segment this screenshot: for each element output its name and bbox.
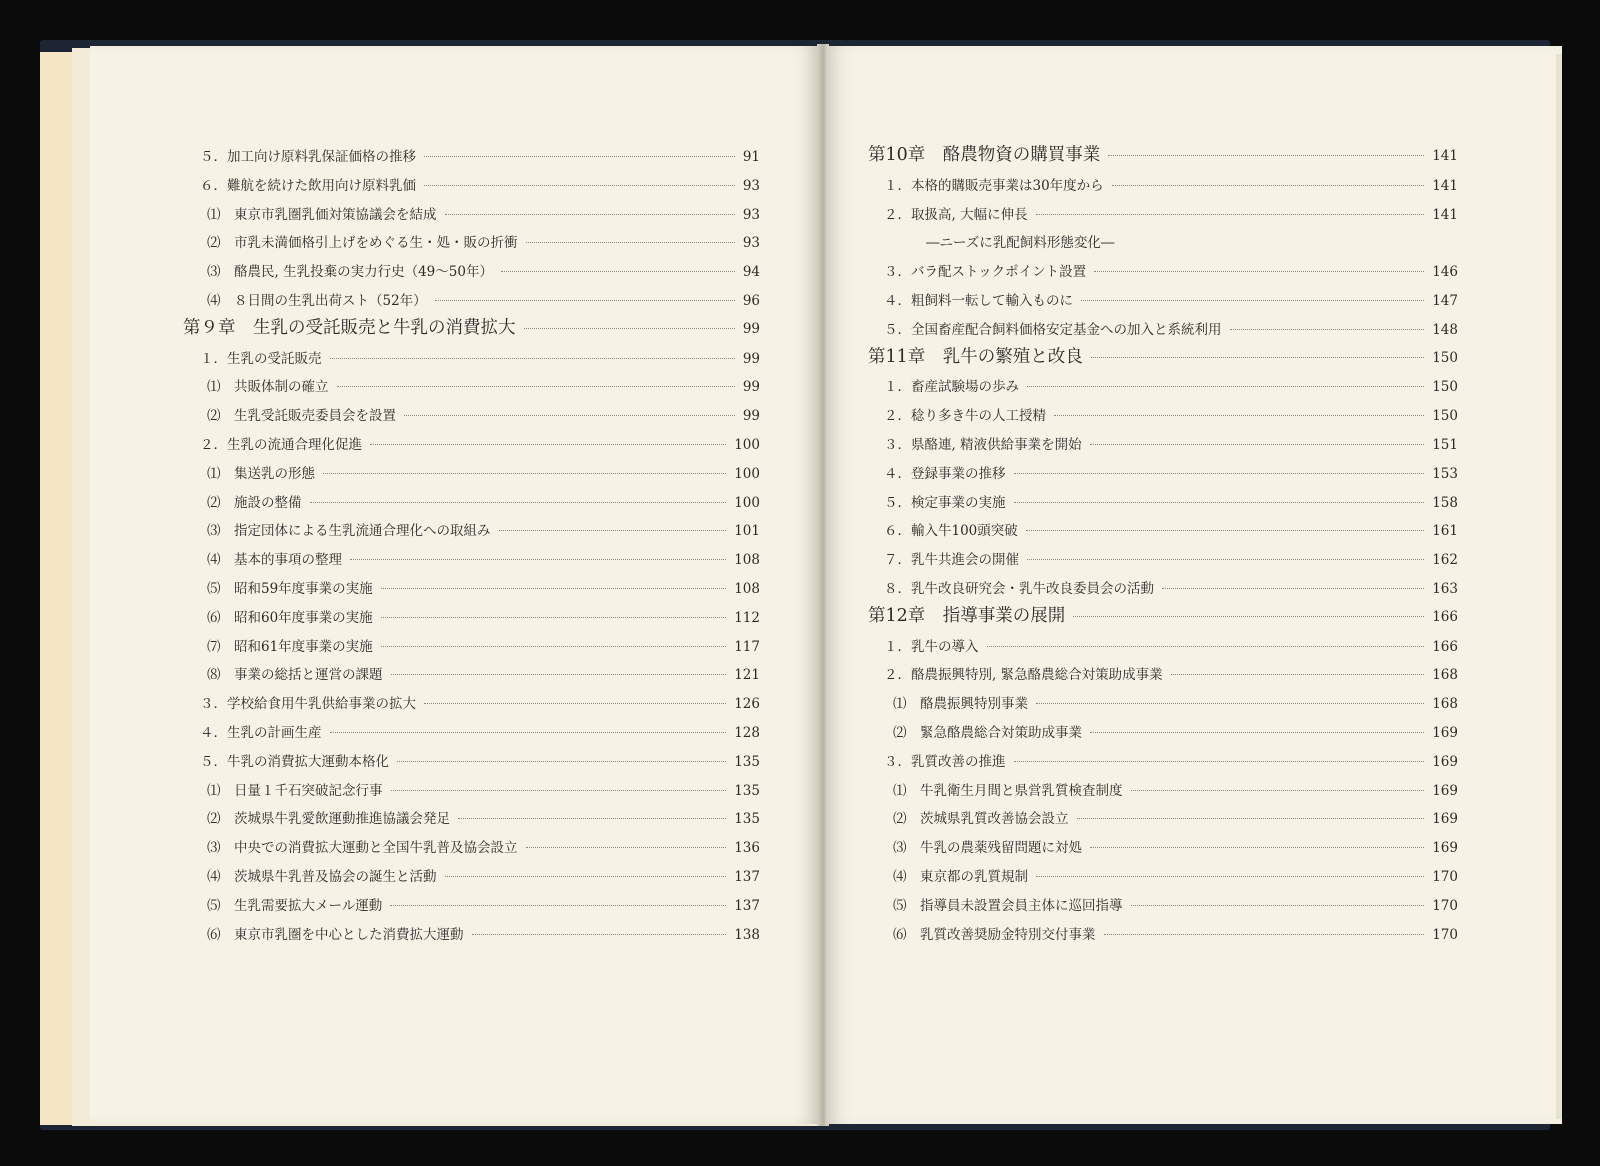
toc-page-number: 135 [734, 753, 760, 770]
toc-leader-dots [381, 617, 727, 618]
toc-entry-label: ⑵ 茨城県牛乳愛飲運動推進協議会発足 [207, 811, 450, 828]
toc-entry [207, 839, 760, 857]
toc-page-number: 99 [742, 379, 760, 396]
toc-leader-dots [1073, 616, 1424, 617]
toc-page-number: 121 [734, 667, 760, 684]
toc-entry [207, 522, 760, 540]
toc-entry-label: ⑶ 指定団体による生乳流通合理化への取組み [207, 523, 491, 540]
toc-entry [868, 348, 1458, 367]
toc-leader-dots [445, 214, 735, 215]
toc-page-number: 93 [742, 206, 760, 223]
toc-entry [893, 897, 1458, 915]
toc-entry [884, 465, 1458, 483]
toc-entry [884, 494, 1458, 512]
toc-entry-label: １．畜産試験場の歩み [884, 379, 1019, 396]
toc-page-number: 166 [1432, 608, 1458, 625]
toc-entry [893, 810, 1458, 828]
toc-entry [868, 146, 1458, 165]
toc-entry-label: ⑵ 施設の整備 [207, 494, 302, 511]
toc-leader-dots [391, 674, 727, 675]
toc-page-number: 151 [1432, 437, 1458, 453]
toc-entry [884, 638, 1458, 656]
toc-page-number: 158 [1432, 494, 1458, 511]
toc-page-number: 153 [1432, 465, 1458, 482]
toc-leader-dots [381, 646, 727, 647]
toc-leader-dots [1131, 905, 1425, 906]
toc-page-number: 138 [734, 926, 760, 943]
toc-entry [893, 839, 1458, 857]
toc-page-number: 136 [734, 840, 760, 857]
toc-page-number: 100 [734, 494, 760, 511]
toc-entry-label: １．生乳の受託販売 [200, 350, 322, 367]
toc-leader-dots [435, 300, 735, 301]
toc-entry [884, 177, 1458, 195]
toc-page-number: 108 [734, 552, 760, 569]
toc-page-number: 166 [1432, 638, 1458, 655]
toc-leader-dots [1027, 386, 1424, 387]
toc-entry-label: ３．学校給食用牛乳供給事業の拡大 [200, 696, 416, 713]
toc-entry-label: ８．乳牛改良研究会・乳牛改良委員会の活動 [884, 581, 1154, 597]
toc-entry [207, 407, 760, 425]
toc-entry [207, 666, 760, 684]
toc-entry [200, 177, 760, 195]
toc-entry [893, 926, 1458, 944]
toc-entry-label: ⑴ 共販体制の確立 [207, 379, 329, 396]
toc-entry [207, 897, 760, 915]
toc-leader-dots [1081, 300, 1424, 301]
toc-entry [207, 810, 760, 828]
toc-entry [884, 407, 1458, 425]
toc-leader-dots [424, 185, 735, 186]
toc-leader-dots [458, 818, 726, 819]
toc-leader-dots [1054, 415, 1424, 416]
toc-leader-dots [1027, 559, 1424, 560]
toc-page-number: 137 [734, 869, 760, 885]
toc-leader-dots [1091, 357, 1424, 358]
toc-entry-label: ⑵ 生乳受託販売委員会を設置 [207, 408, 396, 425]
toc-page-number: 170 [1432, 926, 1458, 943]
toc-page-number: 147 [1432, 293, 1458, 309]
toc-entry [207, 782, 760, 800]
toc-leader-dots [397, 761, 726, 762]
toc-entry [207, 551, 760, 569]
toc-entry [884, 436, 1458, 454]
toc-entry-label: ⑶ 牛乳の農薬残留問題に対処 [893, 840, 1082, 857]
toc-leader-dots [472, 934, 727, 935]
toc-page-number: 117 [734, 638, 760, 655]
toc-page-number: 128 [734, 725, 760, 741]
toc-leader-dots [330, 732, 727, 733]
toc-entry [884, 206, 1458, 224]
toc-page-number: 94 [742, 264, 760, 281]
toc-entry [207, 292, 760, 310]
toc-entry-label: ５．全国畜産配合飼料価格安定基金への加入と系統利用 [884, 321, 1222, 338]
toc-entry-label: ⑷ 基本的事項の整理 [207, 552, 342, 569]
toc-entry [207, 638, 760, 656]
toc-entry [884, 551, 1458, 569]
toc-entry-label: ⑴ 集送乳の形態 [207, 465, 315, 482]
toc-entry-label: ２．酪農振興特別, 緊急酪農総合対策助成事業 [884, 667, 1163, 684]
toc-entry [207, 234, 760, 252]
toc-page-number: 126 [734, 696, 760, 713]
toc-leader-dots [381, 588, 727, 589]
toc-leader-dots [1014, 761, 1425, 762]
toc-leader-dots [524, 328, 735, 329]
toc-leader-dots [370, 444, 726, 445]
toc-page-number: 141 [1432, 148, 1458, 164]
toc-leader-dots [499, 530, 727, 531]
toc-page-number: 150 [1432, 379, 1458, 396]
toc-leader-dots [330, 358, 735, 359]
toc-entry-label: ⑷ 東京都の乳質規制 [893, 869, 1028, 885]
toc-entry [884, 580, 1458, 598]
toc-entry-label: ⑴ 牛乳衛生月間と県営乳質検査制度 [893, 782, 1123, 799]
toc-entry [207, 494, 760, 512]
toc-entry [207, 263, 760, 281]
toc-leader-dots [323, 473, 726, 474]
toc-entry-label: ６．輸入牛100頭突破 [884, 523, 1018, 540]
toc-leader-dots [445, 876, 727, 877]
toc-entry-label: ６．難航を続けた飲用向け原料乳価 [200, 177, 416, 194]
toc-entry [893, 868, 1458, 886]
toc-entry [200, 148, 760, 166]
toc-leader-dots [424, 156, 735, 157]
toc-page-number: 163 [1432, 581, 1458, 597]
toc-entry-label: ３．乳質改善の推進 [884, 753, 1006, 770]
toc-entry-label: ⑸ 生乳需要拡大メール運動 [207, 897, 383, 914]
toc-entry-label: ⑵ 茨城県乳質改善協会設立 [893, 811, 1069, 828]
toc-page-number: 169 [1432, 840, 1458, 857]
toc-leader-dots [1036, 214, 1425, 215]
toc-page-number: 101 [734, 523, 760, 540]
toc-entry [200, 724, 760, 742]
left-page [90, 46, 820, 1124]
toc-entry-label: ⑵ 市乳未満価格引上げをめぐる生・処・販の折衝 [207, 235, 518, 252]
toc-page-number: 135 [734, 811, 760, 828]
toc-entry-label: ⑶ 中央での消費拡大運動と全国牛乳普及協会設立 [207, 840, 518, 857]
toc-entry [207, 580, 760, 598]
toc-page-number: 99 [742, 350, 760, 367]
toc-page-number: 91 [742, 149, 760, 165]
toc-page-number: 169 [1432, 753, 1458, 770]
toc-entry-label: ⑸ 指導員未設置会員主体に巡回指導 [893, 897, 1123, 914]
toc-leader-dots [391, 790, 727, 791]
toc-entry [884, 522, 1458, 540]
toc-page-number: 150 [1432, 408, 1458, 425]
toc-page-number: 162 [1432, 552, 1458, 569]
toc-entry-label: ３．バラ配ストックポイント設置 [884, 264, 1087, 281]
toc-entry [893, 695, 1458, 713]
toc-page-number: 141 [1432, 206, 1458, 223]
toc-leader-dots [526, 242, 735, 243]
toc-page-number: 93 [742, 235, 760, 252]
toc-leader-dots [1112, 185, 1425, 186]
toc-entry [207, 609, 760, 627]
toc-entry-label: ⑹ 乳質改善奨励金特別交付事業 [893, 926, 1096, 943]
toc-page-number: 169 [1432, 782, 1458, 799]
right-page-edge [1556, 54, 1562, 1119]
toc-leader-dots [1090, 444, 1425, 445]
toc-leader-dots [404, 415, 735, 416]
toc-entry-label: ３．県酪連, 精液供給事業を開始 [884, 437, 1082, 453]
toc-page-number: 168 [1432, 696, 1458, 713]
toc-entry [884, 753, 1458, 771]
toc-entry-label: ５．牛乳の消費拡大運動本格化 [200, 753, 389, 770]
toc-leader-dots [501, 271, 735, 272]
right-page [826, 46, 1562, 1124]
toc-leader-dots [1026, 530, 1424, 531]
toc-page-number: 108 [734, 581, 760, 597]
toc-entry-label: ⑹ 昭和60年度事業の実施 [207, 609, 373, 626]
toc-entry [893, 782, 1458, 800]
toc-entry-label: ７．乳牛共進会の開催 [884, 552, 1019, 569]
toc-leader-dots [1104, 934, 1425, 935]
toc-leader-dots [310, 502, 727, 503]
toc-leader-dots [1171, 674, 1425, 675]
toc-entry [200, 436, 760, 454]
toc-entry-label: ⑶ 酪農民, 生乳投棄の実力行史（49〜50年） [207, 264, 493, 281]
toc-page-number: 148 [1432, 321, 1458, 338]
toc-entry [200, 695, 760, 713]
toc-entry-label: ２．生乳の流通合理化促進 [200, 437, 362, 453]
toc-leader-dots [337, 386, 735, 387]
toc-leader-dots [1077, 818, 1425, 819]
toc-entry [207, 868, 760, 886]
toc-leader-dots [390, 905, 726, 906]
toc-entry-label: 第12章 指導事業の展開 [868, 605, 1066, 626]
toc-entry-label: １．乳牛の導入 [884, 638, 979, 655]
toc-entry-label: ⑸ 昭和59年度事業の実施 [207, 581, 373, 597]
toc-entry-label: 第10章 酪農物資の購買事業 [868, 145, 1101, 165]
toc-entry-label: ⑺ 昭和61年度事業の実施 [207, 638, 373, 655]
toc-entry-label: ５．検定事業の実施 [884, 494, 1006, 511]
toc-page-number: 168 [1432, 667, 1458, 684]
toc-page-number: 100 [734, 437, 760, 453]
toc-entry [893, 724, 1458, 742]
toc-entry-label: １．本格的購販売事業は30年度から [884, 177, 1104, 194]
toc-leader-dots [1090, 847, 1424, 848]
toc-leader-dots [1090, 732, 1424, 733]
toc-entry [183, 319, 760, 338]
toc-entry [207, 926, 760, 944]
toc-entry-label: 第９章 生乳の受託販売と牛乳の消費拡大 [183, 317, 516, 338]
toc-entry-label: ⑴ 東京市乳圏乳価対策協議会を結成 [207, 206, 437, 223]
toc-entry-label: ⑴ 酪農振興特別事業 [893, 696, 1028, 713]
toc-entry-label: ２．稔り多き牛の人工授精 [884, 408, 1046, 425]
toc-entry [207, 378, 760, 396]
toc-entry [884, 666, 1458, 684]
toc-entry [207, 465, 760, 483]
toc-page-number: 135 [734, 782, 760, 799]
toc-leader-dots [1108, 155, 1424, 156]
toc-entry-label: 第11章 乳牛の繁殖と改良 [868, 346, 1083, 367]
toc-entry-label: ４．粗飼料一転して輸入ものに [884, 293, 1073, 309]
toc-entry [868, 607, 1458, 626]
toc-entry [200, 350, 760, 368]
toc-leader-dots [1094, 271, 1424, 272]
toc-entry-label: ⑴ 日量１千石突破記念行事 [207, 782, 383, 799]
toc-page-number: 100 [734, 465, 760, 482]
toc-page-number: 161 [1432, 523, 1458, 540]
toc-page-number: 170 [1432, 897, 1458, 914]
toc-page-number: 99 [742, 408, 760, 425]
toc-leader-dots [1036, 876, 1424, 877]
toc-leader-dots [350, 559, 726, 560]
toc-entry-label: ⑵ 緊急酪農総合対策助成事業 [893, 725, 1082, 741]
toc-leader-dots [1162, 588, 1424, 589]
toc-leader-dots [1230, 329, 1425, 330]
toc-page-number: 137 [734, 897, 760, 914]
toc-entry-label: ⑷ 茨城県牛乳普及協会の誕生と活動 [207, 869, 437, 885]
toc-entry [207, 206, 760, 224]
toc-page-number: 141 [1432, 177, 1458, 194]
toc-entry [884, 321, 1458, 339]
toc-leader-dots [987, 646, 1425, 647]
toc-page-number: 169 [1432, 811, 1458, 828]
toc-page-number: 170 [1432, 869, 1458, 885]
toc-leader-dots [1036, 703, 1424, 704]
toc-entry-label: ⑷ ８日間の生乳出荷スト（52年） [207, 293, 427, 309]
toc-entry [884, 378, 1458, 396]
toc-leader-dots [526, 847, 727, 848]
toc-entry-label: ⑻ 事業の総括と運営の課題 [207, 667, 383, 684]
toc-page-number: 169 [1432, 725, 1458, 741]
toc-leader-dots [1014, 502, 1425, 503]
toc-entry-label: ２．取扱高, 大幅に伸長 [884, 206, 1028, 223]
toc-page-number: 96 [742, 293, 760, 309]
toc-page-number: 99 [742, 320, 760, 337]
toc-entry [926, 234, 1458, 252]
toc-page-number: 146 [1432, 264, 1458, 281]
toc-entry-label: ４．登録事業の推移 [884, 465, 1006, 482]
toc-page-number: 112 [734, 609, 760, 626]
toc-entry [884, 292, 1458, 310]
toc-entry-label: ⑹ 東京市乳圏を中心とした消費拡大運動 [207, 926, 464, 943]
toc-entry-label: ―ニーズに乳配飼料形態変化― [926, 235, 1115, 252]
toc-page-number: 150 [1432, 349, 1458, 366]
toc-entry-label: ４．生乳の計画生産 [200, 725, 322, 741]
toc-leader-dots [1131, 790, 1425, 791]
toc-leader-dots [424, 703, 726, 704]
toc-page-number: 93 [742, 177, 760, 194]
toc-entry [884, 263, 1458, 281]
toc-entry-label: ５．加工向け原料乳保証価格の推移 [200, 149, 416, 165]
toc-leader-dots [1014, 473, 1425, 474]
toc-entry [200, 753, 760, 771]
